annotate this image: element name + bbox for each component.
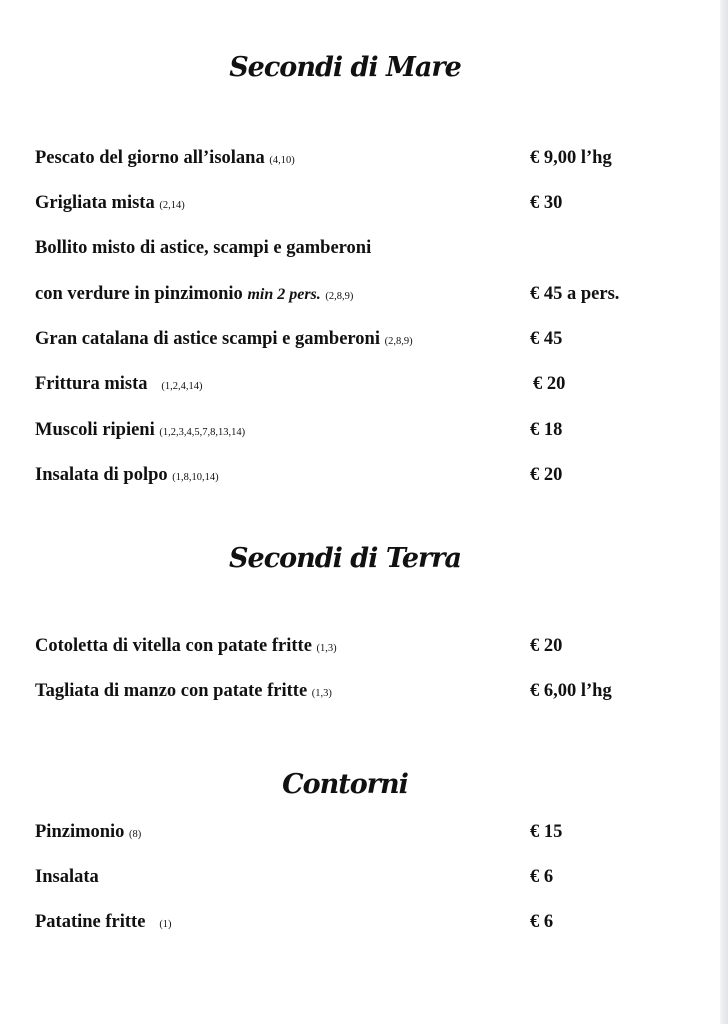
menu-item: [0, 238, 728, 264]
section-title-contorni: Contorni: [282, 769, 408, 800]
item-allergens: (4,10): [269, 155, 295, 166]
menu-item: [0, 284, 728, 310]
item-name: Pinzimonio (8): [35, 822, 142, 842]
menu-item: [0, 374, 728, 400]
item-price: € 20: [533, 374, 566, 394]
section-title-secondi-di-mare: Secondi di Mare: [229, 52, 461, 83]
menu-item: [0, 822, 728, 848]
menu-item: [0, 912, 728, 938]
item-price: € 30: [530, 193, 563, 213]
item-allergens: (1,2,3,4,5,7,8,13,14): [159, 427, 246, 438]
item-allergens: (2,8,9): [384, 336, 413, 347]
item-name: Insalata di polpo (1,8,10,14): [35, 465, 219, 485]
menu-item: [0, 465, 728, 491]
item-price: € 18: [530, 420, 563, 440]
item-allergens: (2,14): [159, 200, 185, 211]
item-price: € 15: [530, 822, 563, 842]
menu-item: [0, 193, 728, 219]
menu-item: [0, 148, 728, 174]
item-note: min 2 pers.: [247, 286, 321, 303]
item-name: Bollito misto di astice, scampi e gamberoni: [35, 238, 372, 258]
item-price: € 6: [530, 867, 554, 887]
item-allergens: (8): [129, 829, 142, 840]
item-name: Pescato del giorno all’isolana (4,10): [35, 148, 295, 168]
item-price: € 45 a pers.: [530, 284, 620, 304]
item-allergens: (1,3): [316, 643, 337, 654]
item-price: € 9,00 l’hg: [530, 148, 612, 168]
item-price: € 6,00 l’hg: [530, 681, 612, 701]
item-name: Muscoli ripieni (1,2,3,4,5,7,8,13,14): [35, 420, 246, 440]
item-name: Patatine fritte (1): [35, 912, 172, 932]
item-allergens: (1,3): [311, 688, 332, 699]
item-price: € 45: [530, 329, 563, 349]
item-name: Frittura mista (1,2,4,14): [35, 374, 203, 394]
menu-item: [0, 867, 728, 893]
item-name: Insalata: [35, 867, 99, 887]
item-name: Cotoletta di vitella con patate fritte (1,3): [35, 636, 337, 656]
item-price: € 20: [530, 636, 563, 656]
item-name: Tagliata di manzo con patate fritte (1,3): [35, 681, 332, 701]
item-price: € 6: [530, 912, 554, 932]
item-allergens: (2,8,9): [325, 291, 354, 302]
section-title-secondi-di-terra: Secondi di Terra: [229, 543, 461, 574]
menu-item: [0, 636, 728, 662]
item-allergens: (1,2,4,14): [161, 381, 203, 392]
item-allergens: (1): [159, 919, 172, 930]
item-name: Grigliata mista (2,14): [35, 193, 185, 213]
item-price: € 20: [530, 465, 563, 485]
menu-item: [0, 681, 728, 707]
item-allergens: (1,8,10,14): [172, 472, 219, 483]
item-name: Gran catalana di astice scampi e gamberoni (2,8,9): [35, 329, 413, 349]
menu-item: [0, 329, 728, 355]
item-name: con verdure in pinzimonio min 2 pers. (2,8,9): [35, 284, 354, 304]
menu-item: [0, 420, 728, 446]
